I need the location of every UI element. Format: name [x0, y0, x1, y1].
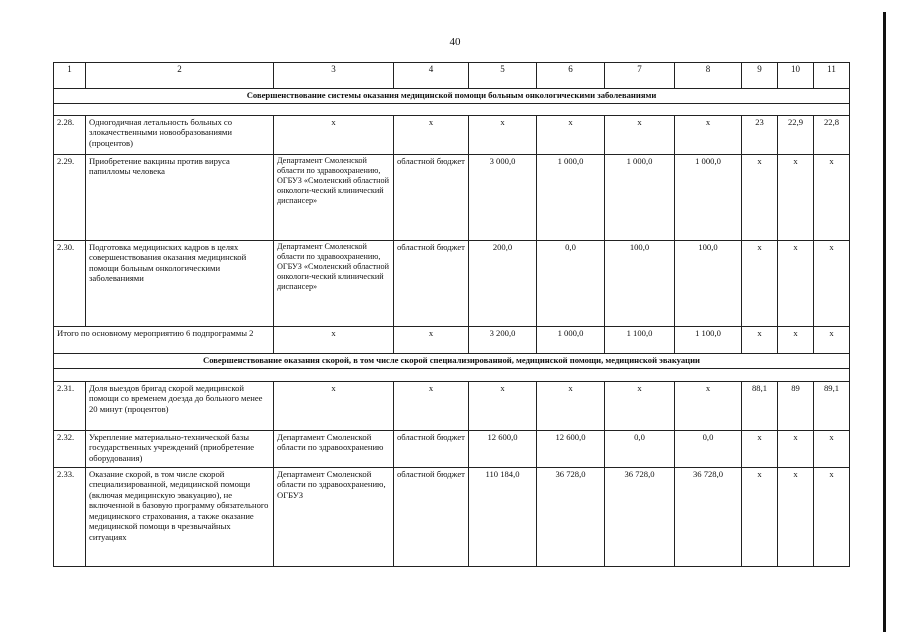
row-value-col11: х — [814, 155, 850, 241]
table-row — [54, 116, 850, 155]
row-executor: х — [274, 382, 394, 431]
header-cell: 2 — [86, 63, 274, 89]
row-executor: Департамент Смоленской области по здравоохранению, ОГБУЗ «Смоленский областной онкологи-ческий клинический диспансер» — [274, 241, 394, 327]
row-name: Подготовка медицинских кадров в целях совершенствования оказания медицинской помощи больным онкологическими заболеваниями — [86, 241, 274, 327]
row-number: 2.33. — [54, 468, 86, 567]
row-value-col7: 100,0 — [605, 241, 675, 327]
row-value-col7: х — [605, 116, 675, 155]
row-value-col10: 22,9 — [778, 116, 814, 155]
total-value-col10: х — [778, 327, 814, 354]
row-name: Оказание скорой, в том числе скорой специализированной, медицинской помощи (включая медицинскую эвакуацию), не включенной в базовую программу обязательного медицинского страхования, а также оказание медицинской помощи в чрезвычайных ситуациях — [86, 468, 274, 567]
table-row — [54, 431, 850, 468]
row-name: Доля выездов бригад скорой медицинской помощи со временем доезда до больного менее 20 минут (процентов) — [86, 382, 274, 431]
header-cell: 1 — [54, 63, 86, 89]
row-value-col7: 36 728,0 — [605, 468, 675, 567]
row-source: областной бюджет — [394, 431, 469, 468]
row-value-col7: 0,0 — [605, 431, 675, 468]
row-value-col10: 89 — [778, 382, 814, 431]
row-value-col5: 200,0 — [469, 241, 537, 327]
total-row — [54, 327, 850, 354]
table-row — [54, 468, 850, 567]
total-value-col5: 3 200,0 — [469, 327, 537, 354]
row-number: 2.31. — [54, 382, 86, 431]
spacer-row — [54, 104, 850, 116]
row-value-col11: х — [814, 241, 850, 327]
row-value-col10: х — [778, 468, 814, 567]
row-name: Укрепление материально-технической базы государственных учреждений (приобретение оборудования) — [86, 431, 274, 468]
row-value-col9: х — [742, 155, 778, 241]
row-name: Одногодичная летальность больных со злокачественными новообразованиями (процентов) — [86, 116, 274, 155]
page-edge-bar — [883, 12, 886, 632]
section-row — [54, 354, 850, 369]
row-value-col8: х — [675, 116, 742, 155]
row-value-col8: 1 000,0 — [675, 155, 742, 241]
row-value-col5: 3 000,0 — [469, 155, 537, 241]
total-value-col11: х — [814, 327, 850, 354]
total-value-col9: х — [742, 327, 778, 354]
row-value-col6: х — [537, 382, 605, 431]
header-cell: 10 — [778, 63, 814, 89]
row-value-col10: х — [778, 155, 814, 241]
row-source: х — [394, 382, 469, 431]
row-source: областной бюджет — [394, 241, 469, 327]
row-name: Приобретение вакцины против вируса папилломы человека — [86, 155, 274, 241]
total-value-col6: 1 000,0 — [537, 327, 605, 354]
header-cell: 11 — [814, 63, 850, 89]
row-value-col11: 22,8 — [814, 116, 850, 155]
spacer-cell — [54, 104, 850, 116]
budget-table — [53, 62, 850, 567]
row-number: 2.28. — [54, 116, 86, 155]
row-value-col11: х — [814, 468, 850, 567]
row-value-col5: х — [469, 116, 537, 155]
row-source: областной бюджет — [394, 155, 469, 241]
row-value-col10: х — [778, 431, 814, 468]
total-source: х — [394, 327, 469, 354]
row-value-col8: х — [675, 382, 742, 431]
header-cell: 5 — [469, 63, 537, 89]
total-value-col7: 1 100,0 — [605, 327, 675, 354]
table-row — [54, 382, 850, 431]
row-value-col7: х — [605, 382, 675, 431]
header-cell: 8 — [675, 63, 742, 89]
table-row — [54, 241, 850, 327]
row-executor: Департамент Смоленской области по здравоохранению, ОГБУЗ «Смоленский областной онкологи-ческий клинический диспансер» — [274, 155, 394, 241]
spacer-row — [54, 369, 850, 382]
total-label: Итого по основному мероприятию 6 подпрограммы 2 — [54, 327, 274, 354]
row-value-col6: х — [537, 116, 605, 155]
row-value-col10: х — [778, 241, 814, 327]
row-value-col6: 1 000,0 — [537, 155, 605, 241]
total-executor: х — [274, 327, 394, 354]
row-value-col6: 0,0 — [537, 241, 605, 327]
row-number: 2.29. — [54, 155, 86, 241]
section-row — [54, 89, 850, 104]
row-executor: х — [274, 116, 394, 155]
page-number: 40 — [449, 36, 461, 48]
row-value-col5: х — [469, 382, 537, 431]
row-value-col8: 100,0 — [675, 241, 742, 327]
row-source: х — [394, 116, 469, 155]
row-value-col11: 89,1 — [814, 382, 850, 431]
row-value-col9: х — [742, 431, 778, 468]
header-cell: 3 — [274, 63, 394, 89]
row-value-col6: 36 728,0 — [537, 468, 605, 567]
header-cell: 7 — [605, 63, 675, 89]
row-number: 2.32. — [54, 431, 86, 468]
total-value-col8: 1 100,0 — [675, 327, 742, 354]
row-value-col6: 12 600,0 — [537, 431, 605, 468]
header-row — [54, 63, 850, 89]
table-row — [54, 155, 850, 241]
row-value-col11: х — [814, 431, 850, 468]
row-number: 2.30. — [54, 241, 86, 327]
row-value-col9: 23 — [742, 116, 778, 155]
row-executor: Департамент Смоленской области по здравоохранению — [274, 431, 394, 468]
header-cell: 9 — [742, 63, 778, 89]
row-value-col5: 12 600,0 — [469, 431, 537, 468]
row-executor: Департамент Смоленской области по здравоохранению, ОГБУЗ — [274, 468, 394, 567]
header-cell: 6 — [537, 63, 605, 89]
section-title: Совершенствование оказания скорой, в том числе скорой специализированной, медицинской помощи, медицинской эвакуации — [54, 354, 850, 369]
header-cell: 4 — [394, 63, 469, 89]
row-value-col9: х — [742, 468, 778, 567]
spacer-cell — [54, 369, 850, 382]
row-value-col9: х — [742, 241, 778, 327]
row-value-col7: 1 000,0 — [605, 155, 675, 241]
row-value-col8: 36 728,0 — [675, 468, 742, 567]
section-title: Совершенствование системы оказания медицинской помощи больным онкологическими заболеваниями — [54, 89, 850, 104]
row-value-col5: 110 184,0 — [469, 468, 537, 567]
row-value-col9: 88,1 — [742, 382, 778, 431]
row-value-col8: 0,0 — [675, 431, 742, 468]
row-source: областной бюджет — [394, 468, 469, 567]
